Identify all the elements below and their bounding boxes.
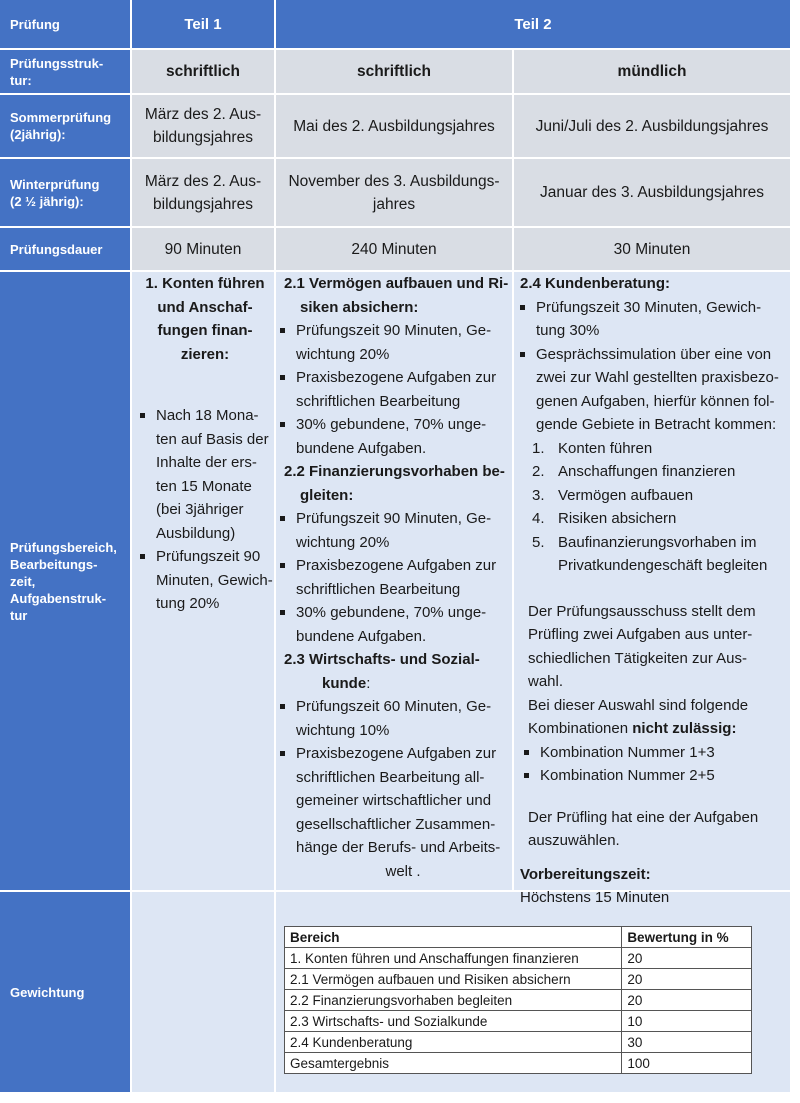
item-number: 3. [532, 486, 545, 504]
label-line: Prüfungsbereich, [10, 539, 117, 555]
winter-teil2-schriftlich [276, 159, 512, 226]
heading-line: und Anschaf- [157, 298, 253, 316]
label-line: zeit, [10, 573, 36, 589]
bullet [524, 741, 788, 765]
struktur-teil2-schriftlich [276, 50, 512, 93]
table-cell: 2.3 Wirtschafts- und Sozialkunde [285, 1011, 622, 1032]
text-line: Privatkundengeschäft begleiten [558, 557, 768, 574]
text-line: Praxisbezogene Aufgaben zur [296, 745, 497, 762]
text-line: schiedlichen Tätigkeiten zur Aus- [528, 649, 748, 667]
row-label-dauer [0, 228, 130, 270]
text-line: 30% gebundene, 70% unge- [296, 604, 487, 621]
paragraph [520, 600, 788, 741]
table-header-cell: Bewertung in % [622, 927, 752, 948]
table-cell: 20 [622, 969, 752, 990]
text-line: Inhalte der ers- [156, 454, 257, 471]
table-row [285, 1032, 752, 1053]
heading-line: fungen finan- [157, 322, 253, 339]
section-2-3-heading [280, 648, 510, 695]
row-label-gewichtung [0, 892, 130, 1092]
struktur-teil2-schriftlich-text: schriftlich [356, 63, 432, 80]
text-line: Konten führen [558, 439, 653, 457]
text-line: Kombination Nummer 1+3 [540, 743, 715, 761]
label-line: Prüfungsstruk- [10, 55, 104, 71]
label-line: Aufgabenstruk- [10, 590, 107, 606]
numbered-item [520, 460, 788, 484]
prep-heading: Vorbereitungszeit: [520, 865, 651, 883]
label-line: tur [10, 607, 28, 623]
bullet [280, 413, 510, 460]
text-line: bildungsjahres [153, 195, 253, 213]
text-line: Prüfungszeit 90 Minuten, Ge- [296, 510, 492, 527]
text-line: bundene Aufgaben. [296, 439, 427, 457]
text-line: 30 Minuten [613, 240, 691, 258]
text-line: wichtung 10% [296, 721, 390, 739]
sommer-teil2-muendlich [514, 95, 790, 157]
teil2-muendlich-content [520, 272, 788, 910]
text-line: genen Aufgaben, hierfür können fol- [536, 392, 775, 410]
bullet [280, 742, 510, 883]
label-line: Winterprüfung [10, 176, 100, 192]
text-line: Januar des 3. Ausbildungsjahres [539, 184, 765, 201]
text-line: Der Prüfungsausschuss stellt dem [528, 602, 756, 620]
header-teil1-text: Teil 1 [184, 15, 222, 33]
text-line: jahres [372, 195, 416, 213]
text-line: gemeiner wirtschaftlicher und [296, 792, 492, 809]
row-label-bereich [0, 272, 130, 890]
section-2-1-heading [280, 272, 510, 319]
text-line: schriftlichen Bearbeitung [296, 392, 461, 410]
table-cell: Gesamtergebnis [285, 1053, 622, 1074]
text-line: Ausbildung) [156, 524, 236, 542]
header-teil1 [132, 0, 274, 48]
text-line: Bei dieser Auswahl sind folgende [528, 696, 749, 714]
text-fragment: Kombinationen [528, 720, 633, 737]
row-label-struktur [0, 50, 130, 93]
table-row [285, 1053, 752, 1074]
bullet [520, 343, 788, 437]
text-line: Minuten, Gewich- [156, 571, 273, 589]
table-row [285, 948, 752, 969]
text-line: Baufinanzierungsvorhaben im [558, 533, 757, 551]
text-line: welt . [385, 862, 421, 880]
text-line: März des 2. Aus- [144, 172, 262, 190]
text-line: gesellschaftlicher Zusammen- [296, 815, 496, 833]
text-line: Prüfungszeit 60 Minuten, Ge- [296, 698, 492, 715]
label-line: (2 ½ jährig): [10, 193, 84, 209]
table-row [285, 990, 752, 1011]
table-cell: 2.1 Vermögen aufbauen und Risiken absichern [285, 969, 622, 990]
row-label-sommer [0, 95, 130, 157]
winter-teil1 [132, 159, 274, 226]
struktur-teil2-muendlich-text: mündlich [617, 63, 687, 80]
bullet [280, 695, 510, 742]
teil1-content [140, 272, 273, 616]
header-label-text: Prüfung [10, 16, 60, 32]
teil1-heading [140, 272, 270, 366]
text-line: Anschaffungen finanzieren [558, 463, 736, 480]
label-line: (2jährig): [10, 127, 66, 142]
table-cell: 2.4 Kundenberatung [285, 1032, 622, 1053]
text-line: Vermögen aufbauen [558, 486, 694, 504]
numbered-item [520, 437, 788, 461]
section-2-2-heading [280, 460, 510, 507]
text-line: Praxisbezogene Aufgaben zur [296, 557, 497, 574]
text-line: auszuwählen. [528, 832, 620, 849]
bullet [280, 554, 510, 601]
text-line: tung 20% [156, 595, 220, 612]
text-line: gende Gebiete in Betracht kommen: [536, 416, 777, 433]
dauer-teil2-schriftlich [276, 228, 512, 270]
table-cell: 20 [622, 948, 752, 969]
sommer-teil2-schriftlich [276, 95, 512, 157]
heading-line: 2.2 Finanzierungsvorhaben be- [284, 463, 505, 480]
item-number: 5. [532, 533, 545, 551]
winter-teil2-muendlich [514, 159, 790, 226]
table-cell: 30 [622, 1032, 752, 1053]
text-line: ten auf Basis der [156, 430, 269, 448]
bullet [280, 366, 510, 413]
text-line: Gesprächssimulation über eine von [536, 345, 772, 363]
text-line: Prüfungszeit 30 Minuten, Gewich- [536, 298, 762, 316]
text-line: wichtung 20% [296, 533, 390, 551]
header-label-pruefung [0, 0, 130, 48]
text-line: ten 15 Monate [156, 477, 252, 495]
emphasis: nicht zulässig [632, 720, 732, 737]
text-line: Der Prüfling hat eine der Aufgaben [528, 808, 759, 826]
text-line: 30% gebundene, 70% unge- [296, 416, 487, 433]
text-line: Mai des 2. Ausbildungsjahres [293, 117, 495, 135]
item-number: 2. [532, 463, 545, 480]
heading-word: kunde [322, 674, 367, 692]
item-number: 1. [532, 439, 545, 457]
bullet [280, 507, 510, 554]
dauer-teil2-muendlich [514, 228, 790, 270]
text-line: zwei zur Wahl gestellten praxisbezo- [536, 369, 779, 386]
bullet [280, 319, 510, 366]
bullet [520, 296, 788, 343]
text-line: Kombination Nummer 2+5 [540, 767, 715, 784]
text-line: schriftlichen Bearbeitung [296, 580, 461, 598]
text-line: wichtung 20% [296, 345, 390, 363]
dauer-teil1 [132, 228, 274, 270]
prep-value: Höchstens 15 Minuten [520, 889, 670, 906]
heading-line: zieren: [180, 345, 230, 363]
text-line: Prüfling zwei Aufgaben aus unter- [528, 626, 753, 643]
heading-line: siken absichern: [300, 298, 419, 316]
teil1-bullet [140, 404, 270, 545]
heading-line: 1. Konten führen [145, 275, 265, 292]
label-line: Bearbeitungs- [10, 556, 98, 572]
row-label-winter [0, 159, 130, 226]
text-line: 240 Minuten [351, 240, 437, 258]
text-line: bildungsjahres [153, 129, 253, 146]
text-line: März des 2. Aus- [144, 106, 262, 123]
numbered-item [520, 507, 788, 531]
text-line: November des 3. Ausbildungs- [288, 172, 500, 190]
text-line: wahl. [528, 673, 564, 690]
text-line: Risiken absichern [558, 510, 677, 527]
gewichtung-teil1 [132, 892, 274, 1092]
table-cell: 1. Konten führen und Anschaffungen finanzieren [285, 948, 622, 969]
heading-colon: : [366, 674, 371, 692]
text-line: (bei 3jähriger [156, 501, 244, 518]
paragraph [520, 806, 788, 853]
text-line: Prüfungszeit 90 [156, 548, 261, 565]
text-line: schriftlichen Bearbeitung all- [296, 768, 485, 786]
bullet [280, 601, 510, 648]
label-text: Prüfungsdauer [10, 241, 103, 257]
numbered-item [520, 531, 788, 578]
heading-line: 2.1 Vermögen aufbauen und Ri- [284, 275, 509, 292]
text-line: Juni/Juli des 2. Ausbildungsjahres [535, 117, 769, 135]
header-teil2 [276, 0, 790, 48]
text-line: bundene Aufgaben. [296, 627, 427, 645]
text-line: 90 Minuten [164, 240, 242, 258]
teil2-schriftlich-content [280, 272, 510, 883]
table-header-cell: Bereich [285, 927, 622, 948]
teil1-bullet [140, 545, 273, 616]
label-text: Gewichtung [10, 984, 85, 1000]
header-teil2-text: Teil 2 [514, 15, 552, 33]
struktur-teil1-text: schriftlich [165, 63, 241, 80]
numbered-item [520, 484, 788, 508]
item-number: 4. [532, 510, 545, 527]
table-header-row [285, 927, 752, 948]
table-cell: 100 [622, 1053, 752, 1074]
section-2-4-heading: 2.4 Kundenberatung: [520, 275, 671, 292]
table-cell: 2.2 Finanzierungsvorhaben begleiten [285, 990, 622, 1011]
text-fragment: : [731, 720, 737, 737]
text-line: tung 30% [536, 322, 600, 339]
weight-table [284, 926, 752, 1074]
sommer-teil1 [132, 95, 274, 157]
text-line: Prüfungszeit 90 Minuten, Ge- [296, 322, 492, 339]
table-cell: 10 [622, 1011, 752, 1032]
table-row [285, 969, 752, 990]
heading-line: gleiten: [300, 486, 354, 504]
heading-line: 2.3 Wirtschafts- und Sozial- [284, 651, 480, 668]
struktur-teil1 [132, 50, 274, 93]
label-line: tur: [10, 72, 32, 88]
table-row [285, 1011, 752, 1032]
label-line: Sommerprüfung [10, 110, 112, 125]
text-line: hänge der Berufs- und Arbeits- [296, 839, 501, 856]
text-line: Praxisbezogene Aufgaben zur [296, 369, 497, 386]
struktur-teil2-muendlich [514, 50, 790, 93]
bullet [524, 764, 788, 788]
table-cell: 20 [622, 990, 752, 1011]
text-line: Nach 18 Mona- [156, 407, 259, 424]
